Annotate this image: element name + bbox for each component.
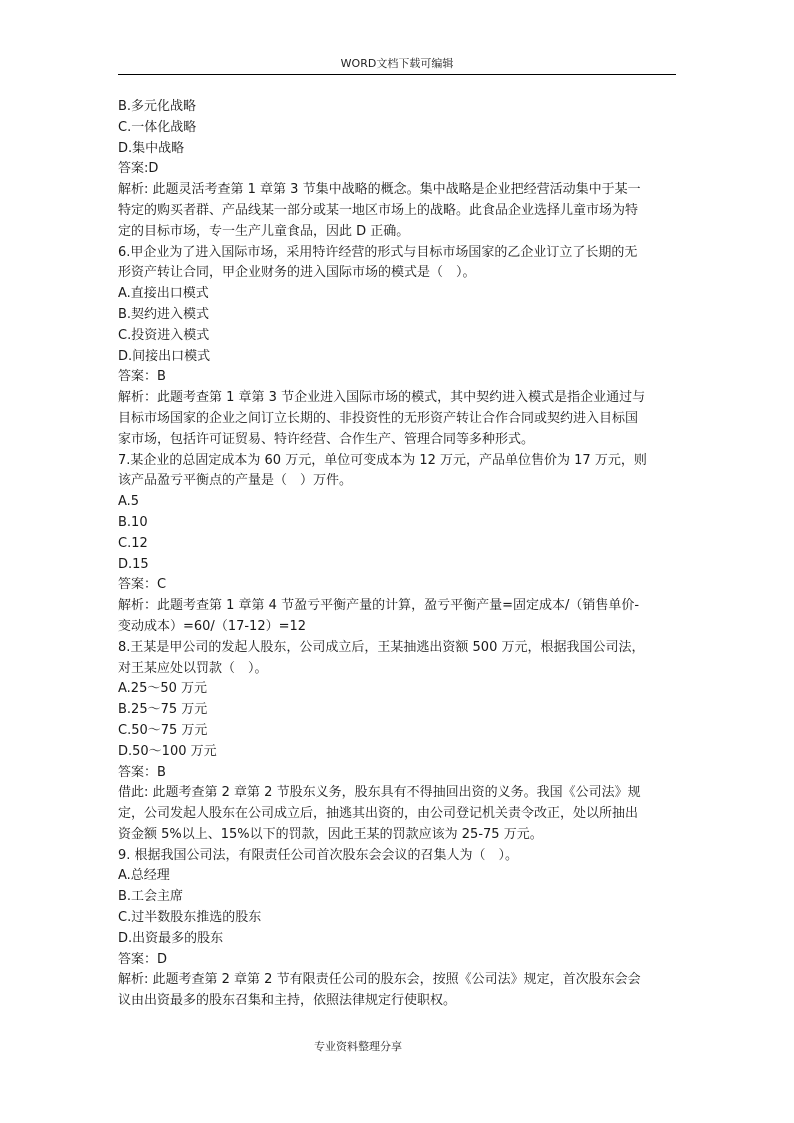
- text-line: D.集中战略: [118, 140, 185, 156]
- text-line: 形资产转让合同，甲企业财务的进入国际市场的模式是（ ）。: [118, 265, 476, 281]
- text-line: 答案：D: [118, 951, 168, 967]
- text-line: 目标市场国家的企业之间订立长期的、非投资性的无形资产转让合作合同或契约进入目标国: [118, 410, 639, 426]
- text-line: 解析：此题考查第 1 章第 3 节企业进入国际市场的模式，其中契约进入模式是指企业通过与: [118, 390, 646, 406]
- text-line: 对王某应处以罚款（ ）。: [118, 660, 268, 676]
- text-line: 答案:D: [118, 161, 159, 177]
- text-line: 该产品盈亏平衡点的产量是（ ）万件。: [118, 473, 353, 489]
- text-line: B.工会主席: [118, 889, 184, 905]
- text-line: D.间接出口模式: [118, 348, 211, 364]
- text-line: C.投资进入模式: [118, 327, 210, 343]
- text-line: A.5: [118, 494, 140, 510]
- text-line: B.10: [118, 514, 148, 530]
- text-line: 定，公司发起人股东在公司成立后，抽逃其出资的，由公司登记机关责令改正，处以所抽出: [118, 806, 639, 822]
- page-header: WORD文档下载可编辑: [340, 57, 454, 70]
- text-line: D.50～100 万元: [118, 743, 217, 759]
- text-line: A.总经理: [118, 868, 170, 884]
- text-line: 解析: 此题考查第 2 章第 2 节有限责任公司的股东会，按照《公司法》规定，首次股东会会: [118, 972, 641, 988]
- text-line: 解析：此题考查第 1 章第 4 节盈亏平衡产量的计算，盈亏平衡产量=固定成本/（销售单价-: [118, 598, 640, 614]
- document-body: [118, 97, 678, 1012]
- text-line: 资金额 5%以上、15%以下的罚款，因此王某的罚款应该为 25-75 万元。: [118, 826, 543, 842]
- text-line: A.直接出口模式: [118, 286, 209, 302]
- text-line: B.契约进入模式: [118, 306, 210, 322]
- text-line: D.15: [118, 556, 149, 572]
- text-line: 家市场，包括许可证贸易、特许经营、合作生产、管理合同等多种形式。: [118, 431, 535, 447]
- text-line: C.一体化战略: [118, 119, 197, 135]
- text-line: C.50～75 万元: [118, 722, 208, 738]
- text-line: 答案：B: [118, 764, 166, 780]
- text-line: 答案：B: [118, 369, 166, 385]
- text-line: B.多元化战略: [118, 99, 197, 114]
- text-line: 6.甲企业为了进入国际市场，采用特许经营的形式与目标市场国家的乙企业订立了长期的无: [118, 244, 638, 260]
- text-line: C.12: [118, 535, 148, 551]
- text-line: 特定的购买者群、产品线某一部分或某一地区市场上的战略。此食品企业选择儿童市场为特: [118, 202, 639, 218]
- text-line: A.25～50 万元: [118, 681, 208, 697]
- text-line: 答案：C: [118, 577, 167, 593]
- text-line: 借此: 此题考查第 2 章第 2 节股东义务，股东具有不得抽回出资的义务。我国《公司法》规: [118, 785, 641, 801]
- text-line: C.过半数股东推选的股东: [118, 910, 262, 926]
- text-line: 9. 根据我国公司法，有限责任公司首次股东会会议的召集人为（ ）。: [118, 847, 519, 863]
- page-footer: 专业资料整理分享: [314, 1040, 402, 1053]
- text-line: D.出资最多的股东: [118, 930, 224, 946]
- text-line: 7.某企业的总固定成本为 60 万元，单位可变成本为 12 万元，产品单位售价为 17 万元，则: [118, 452, 647, 468]
- header-divider: [118, 74, 676, 75]
- text-line: 议由出资最多的股东召集和主持，依照法律规定行使职权。: [118, 993, 457, 1009]
- text-line: 变动成本）=60/（17-12）=12: [118, 618, 307, 634]
- text-line: 解析: 此题灵活考查第 1 章第 3 节集中战略的概念。集中战略是企业把经营活动集中于某一: [118, 182, 641, 198]
- text-line: B.25～75 万元: [118, 702, 208, 718]
- text-line: 8.王某是甲公司的发起人股东，公司成立后，王某抽逃出资额 500 万元，根据我国公司法，: [118, 639, 645, 655]
- text-line: 定的目标市场，专一生产儿童食品，因此 D 正确。: [118, 223, 410, 239]
